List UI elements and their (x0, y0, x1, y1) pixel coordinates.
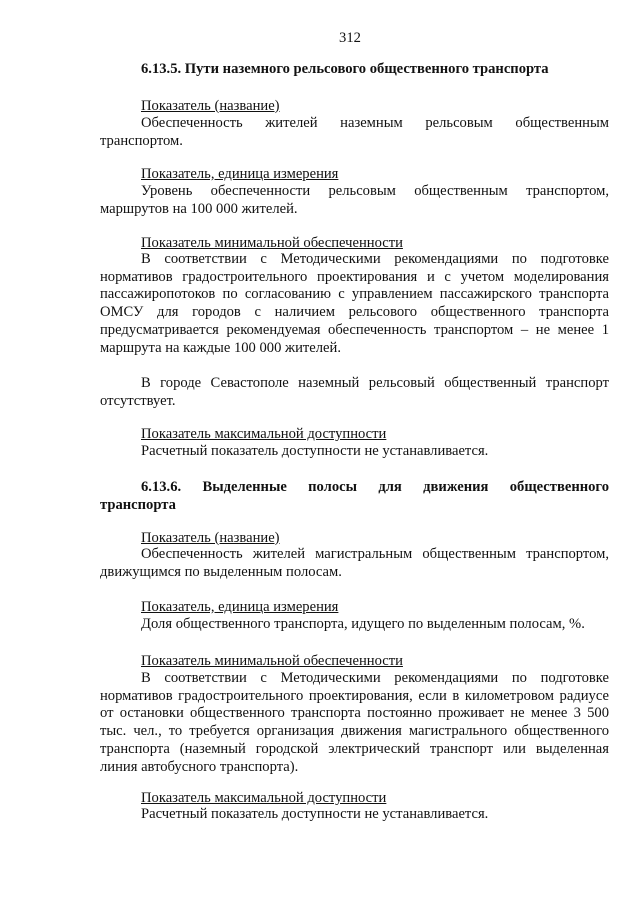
heading-indicator-name: Показатель (название) (141, 98, 280, 114)
paragraph-indicator-unit-2: Доля общественного транспорта, идущего по выделенным полосам, %. (141, 616, 585, 632)
heading-min-provision: Показатель минимальной обеспеченности (141, 235, 403, 251)
page-number: 312 (339, 30, 361, 46)
section-title-6-13-6-line1: 6.13.6. Выделенные полосы для движения общественного (141, 479, 609, 495)
heading-max-accessibility-2: Показатель максимальной доступности (141, 790, 387, 806)
paragraph-indicator-name-2: Обеспеченность жителей магистральным общественным транспортом, движущимся по выделенным полосам. (100, 546, 609, 580)
paragraph-min-provision: В соответствии с Методическими рекомендациями по подготовке нормативов градостроительного проектирования и с учетом моделирования пассажиропотоков по согласованию с управлением пассажирского транспорта ОМСУ для городов с наличием рельсового общественного транспорта предусматривается рекомендуемая обеспеченность транспортом – не менее 1 маршрута на каждые 100 000 жителей. (100, 251, 609, 356)
paragraph-indicator-name: Обеспеченность жителей наземным рельсовым общественным транспортом. (100, 115, 609, 149)
paragraph-indicator-unit: Уровень обеспеченности рельсовым общественным транспортом, маршрутов на 100 000 жителей. (100, 183, 609, 217)
paragraph-max-accessibility: Расчетный показатель доступности не устанавливается. (141, 443, 489, 459)
heading-indicator-name-2: Показатель (название) (141, 530, 280, 546)
paragraph-max-accessibility-2: Расчетный показатель доступности не устанавливается. (141, 806, 489, 822)
heading-max-accessibility: Показатель максимальной доступности (141, 426, 387, 442)
heading-indicator-unit: Показатель, единица измерения (141, 166, 339, 182)
heading-indicator-unit-2: Показатель, единица измерения (141, 599, 339, 615)
heading-min-provision-2: Показатель минимальной обеспеченности (141, 653, 403, 669)
paragraph-sevastopol: В городе Севастополе наземный рельсовый общественный транспорт отсутствует. (100, 375, 609, 409)
paragraph-min-provision-2: В соответствии с Методическими рекомендациями по подготовке нормативов градостроительного проектирования, если в километровом радиусе от остановки общественного транспорта постоянно проживает не менее 3 500 тыс. чел., то требуется организация движения магистрального общественного транспорта (наземный городской электрический транспорт или выделенная линия автобусного транспорта). (100, 670, 609, 775)
section-title-6-13-6-line2: транспорта (100, 497, 176, 513)
section-title-6-13-5: 6.13.5. Пути наземного рельсового общественного транспорта (141, 61, 549, 77)
